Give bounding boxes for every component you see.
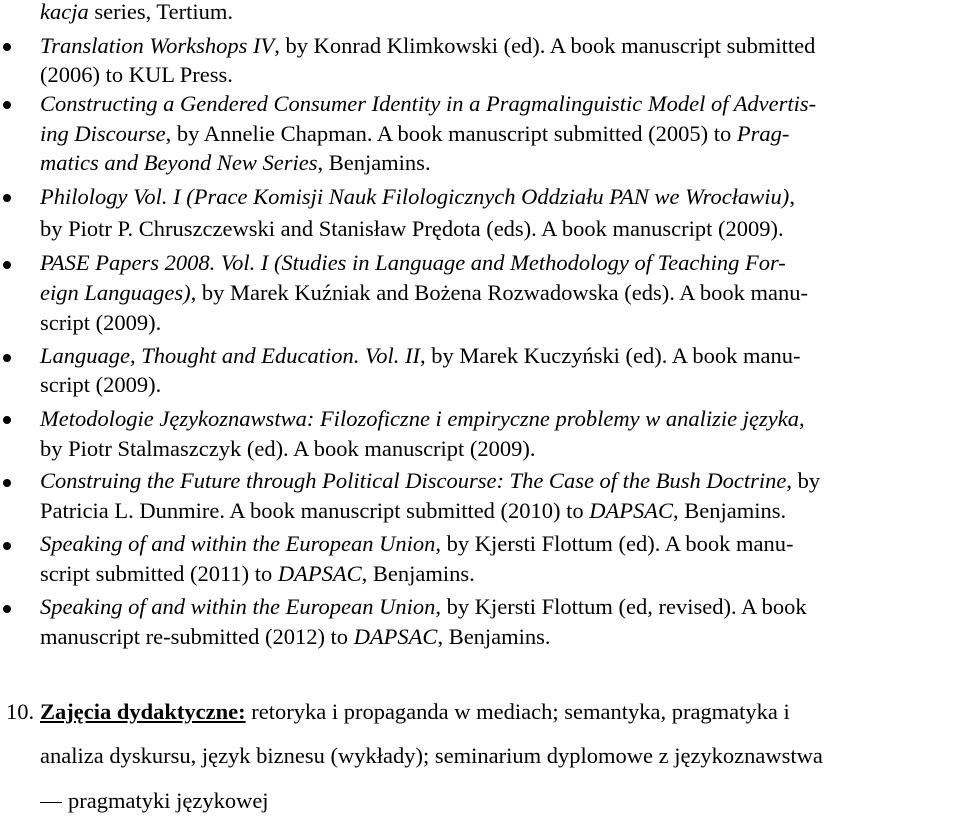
bullet-3	[3, 194, 11, 202]
italic-title-text: matics and Beyond New Series	[40, 150, 318, 175]
body-text: , by Annelie Chapman. A book manuscript submitted (2005) to	[165, 121, 737, 146]
text-line	[40, 466, 820, 496]
body-text: , Benjamins.	[437, 624, 551, 649]
italic-title-text: Constructing a Gendered Consumer Identity in a Pragmalinguistic Model of Advertis-	[40, 91, 817, 116]
bullet-1	[3, 43, 11, 51]
body-text: script (2009).	[40, 372, 162, 397]
section-line-3	[40, 786, 269, 816]
bullet-7	[3, 479, 11, 487]
section-text-3: pragmatyki językowej	[68, 788, 269, 813]
italic-title-text: Prag-	[736, 121, 790, 146]
bullet-2	[3, 101, 11, 109]
italic-title-text: DAPSAC	[589, 498, 674, 523]
section-number: 10.	[6, 699, 35, 724]
italic-title-text: Speaking of and within the European Union	[40, 594, 436, 619]
italic-title-text: Philology Vol. I (Prace Komisji Nauk Filologicznych Oddziału PAN we Wrocławiu)	[40, 184, 790, 209]
text-line	[40, 404, 805, 434]
italic-title-text: ing Discourse	[40, 121, 166, 146]
text-line	[40, 496, 786, 526]
text-line	[40, 308, 161, 338]
text-line	[40, 370, 161, 400]
text-line	[40, 119, 789, 149]
dash-icon	[40, 802, 62, 803]
italic-title-text: Translation Workshops IV	[40, 33, 275, 58]
bullet-8	[3, 542, 11, 550]
text-line	[40, 278, 808, 308]
text-line	[40, 148, 431, 178]
italic-title-text: Metodologie Językoznawstwa: Filozoficzne i empiryczne problemy w analizie języka	[40, 406, 800, 431]
italic-title-text: Construing the Future through Political Discourse: The Case of the Bush Doctrine	[40, 468, 787, 493]
body-text: manuscript re-submitted (2012) to	[40, 624, 354, 649]
section-line-1	[40, 697, 790, 727]
body-text: (2006) to KUL Press.	[40, 62, 233, 87]
italic-title-text: DAPSAC	[277, 561, 362, 586]
bullet-6	[3, 416, 11, 424]
body-text: script submitted (2011) to	[40, 561, 278, 586]
section-text-1: retoryka i propaganda w mediach; semantyka, pragmatyka i	[245, 699, 790, 724]
body-text: , by Marek Kuźniak and Bożena Rozwadowska (eds). A book manu-	[190, 280, 808, 305]
text-line	[40, 592, 807, 622]
text-line	[40, 434, 536, 464]
body-text: , by Kjersti Flottum (ed, revised). A book	[435, 594, 807, 619]
text-line	[40, 31, 815, 61]
body-text: Patricia L. Dunmire. A book manuscript submitted (2010) to	[40, 498, 590, 523]
body-text: , Benjamins.	[673, 498, 787, 523]
body-text: series, Tertium.	[88, 0, 233, 24]
body-text: , by Konrad Klimkowski (ed). A book manuscript submitted	[274, 33, 816, 58]
italic-title-text: PASE Papers 2008. Vol. I (Studies in Language and Methodology of Teaching For-	[40, 250, 786, 275]
body-text: by Piotr Stalmaszczyk (ed). A book manuscript (2009).	[40, 436, 536, 461]
bullet-9	[3, 605, 11, 613]
text-line	[40, 529, 794, 559]
text-line	[40, 248, 786, 278]
body-text: ,	[789, 184, 795, 209]
section-text-2: analiza dyskursu, język biznesu (wykłady); seminarium dyplomowe z językoznawstwa	[40, 743, 823, 768]
italic-title-text: DAPSAC	[353, 624, 438, 649]
italic-title-text: kacja	[40, 0, 89, 24]
bullet-5	[3, 354, 11, 362]
section-line-2	[40, 741, 823, 771]
body-text: , Benjamins.	[317, 150, 431, 175]
body-text: ,	[799, 406, 805, 431]
text-line	[40, 182, 795, 212]
body-text: script (2009).	[40, 310, 162, 335]
italic-title-text: Language, Thought and Education. Vol. II	[40, 343, 420, 368]
body-text: , Benjamins.	[361, 561, 475, 586]
body-text: , by Kjersti Flottum (ed). A book manu-	[435, 531, 794, 556]
section-heading: Zajęcia dydaktyczne:	[40, 699, 246, 724]
text-line	[40, 60, 233, 90]
text-line	[40, 622, 551, 652]
body-text: , by Marek Kuczyński (ed). A book manu-	[419, 343, 801, 368]
body-text: , by	[786, 468, 821, 493]
text-line	[40, 559, 475, 589]
italic-title-text: eign Languages)	[40, 280, 191, 305]
body-text: by Piotr P. Chruszczewski and Stanisław Prędota (eds). A book manuscript (2009).	[40, 216, 784, 241]
text-line	[40, 214, 784, 244]
italic-title-text: Speaking of and within the European Union	[40, 531, 436, 556]
text-line	[40, 341, 801, 371]
text-line	[40, 89, 816, 119]
bullet-4	[3, 261, 11, 269]
text-line	[40, 0, 233, 27]
